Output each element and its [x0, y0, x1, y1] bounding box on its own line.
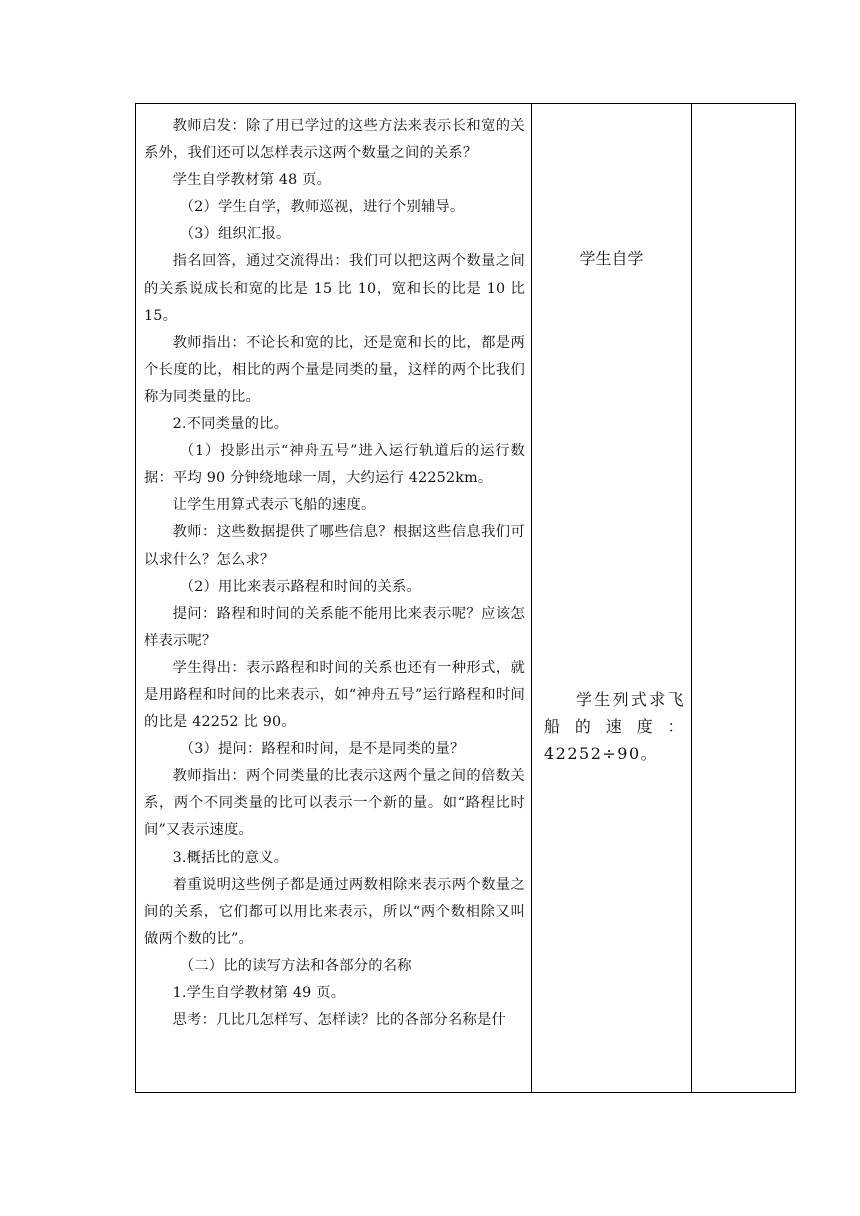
lesson-paragraph: 学生自学教材第 48 页。	[172, 172, 332, 189]
lesson-paragraph: （1）投影出示“神舟五号”进入运行轨道后的运行数据：平均 90 分钟绕地球一周，大约运行 42252km。	[144, 443, 525, 487]
lesson-paragraph: 提问：路程和时间的关系能不能用比来表示呢？应该怎样表示呢？	[144, 605, 525, 649]
lesson-paragraph: 2.不同类量的比。	[172, 416, 289, 433]
lesson-paragraph: 学生得出：表示路程和时间的关系也还有一种形式，就是用路程和时间的比来表示，如“神舟五号”运行路程和时间的比是 42252 比 90。	[144, 659, 525, 731]
lesson-paragraph: 思考：几比几怎样写、怎样读？比的各部分名称是什	[172, 1012, 507, 1029]
student-activity-note: 学生自学	[579, 249, 644, 268]
student-activity-note: 学生列式求飞船的速度：42252÷90。	[544, 690, 685, 763]
lesson-paragraph: 着重说明这些例子都是通过两数相除来表示两个数量之间的关系，它们都可以用比来表示，所以“两个数相除又叫做两个数的比”。	[144, 876, 525, 947]
lesson-paragraph: 教师启发：除了用已学过的这些方法来表示长和宽的关系外，我们还可以怎样表示这两个数量之间的关系？	[144, 118, 525, 162]
lesson-plan-table	[135, 103, 796, 1093]
lesson-paragraph: （2）用比来表示路程和时间的关系。	[179, 578, 421, 595]
notes-column	[692, 104, 796, 1092]
lesson-paragraph: （2）学生自学，教师巡视，进行个别辅导。	[179, 199, 465, 216]
teaching-process-column	[136, 104, 531, 1092]
lesson-paragraph: 1.学生自学教材第 49 页。	[172, 985, 346, 1001]
lesson-paragraph: 让学生用算式表示飞船的速度。	[172, 497, 376, 514]
lesson-paragraph: 指名回答，通过交流得出：我们可以把这两个数量之间的关系说成长和宽的比是 15 比 10，宽和长的比是 10 比 15。	[144, 253, 525, 324]
lesson-paragraph: 教师指出：不论长和宽的比，还是宽和长的比，都是两个长度的比，相比的两个量是同类的量，这样的两个比我们称为同类量的比。	[144, 334, 525, 405]
lesson-paragraph: （3）提问：路程和时间，是不是同类的量？	[179, 741, 465, 758]
lesson-paragraph: （二）比的读写方法和各部分的名称	[179, 957, 412, 974]
lesson-paragraph: （3）组织汇报。	[179, 226, 291, 243]
student-activity-column	[532, 104, 691, 1092]
lesson-paragraph: 教师指出：两个同类量的比表示这两个量之间的倍数关系，两个不同类量的比可以表示一个新的量。如“路程比时间”又表示速度。	[144, 768, 525, 839]
lesson-paragraph: 教师：这些数据提供了哪些信息？根据这些信息我们可以求什么？怎么求？	[144, 524, 525, 568]
lesson-paragraph: 3.概括比的意义。	[172, 849, 289, 866]
